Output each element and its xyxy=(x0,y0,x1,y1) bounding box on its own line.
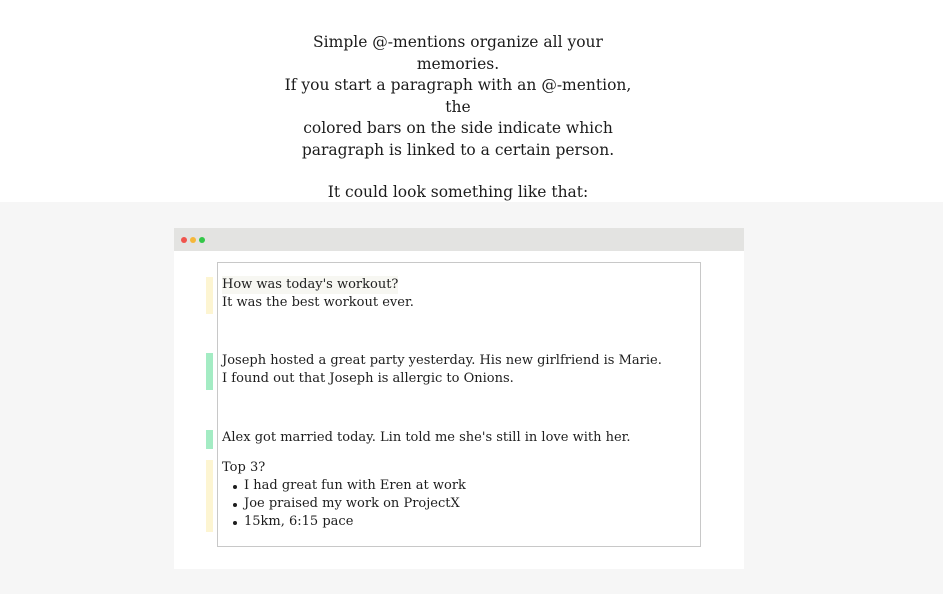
paragraph-line: Alex got married today. Lin told me she's still in love with her. xyxy=(222,430,631,445)
intro-line: If you start a paragraph with an @-mention, the xyxy=(284,76,632,116)
intro-subline: It could look something like that: xyxy=(327,182,589,201)
intro-line: paragraph is linked to a certain person. xyxy=(301,140,615,159)
intro-text xyxy=(271,32,645,161)
intro-line: colored bars on the side indicate which xyxy=(303,119,613,137)
intro-section xyxy=(0,0,943,202)
intro-line: Simple @-mentions organize all your xyxy=(313,33,603,51)
maximize-window-button[interactable] xyxy=(199,237,205,243)
list-item: 15km, 6:15 pace xyxy=(222,513,466,531)
paragraph-line: How was today's workout? xyxy=(222,277,399,292)
paragraph-line: Joseph hosted a great party yesterday. His new girlfriend is Marie. xyxy=(222,353,662,368)
paragraph-workout[interactable] xyxy=(222,276,414,312)
mention-bar xyxy=(206,277,213,314)
window-titlebar xyxy=(174,228,744,251)
demo-stage xyxy=(0,202,943,594)
paragraph-alex[interactable] xyxy=(222,429,631,447)
paragraph-joseph[interactable] xyxy=(222,352,662,388)
paragraph-line: I found out that Joseph is allergic to Onions. xyxy=(222,371,514,386)
intro-line: memories. xyxy=(416,54,500,73)
mention-bar xyxy=(206,430,213,449)
list-heading: Top 3? xyxy=(222,460,266,475)
paragraph-top3[interactable] xyxy=(222,459,466,531)
mention-bar xyxy=(206,460,213,532)
mention-bar xyxy=(206,353,213,390)
list-item: I had great fun with Eren at work xyxy=(222,477,466,495)
list-item: Joe praised my work on ProjectX xyxy=(222,495,466,513)
minimize-window-button[interactable] xyxy=(190,237,196,243)
paragraph-line: It was the best workout ever. xyxy=(222,295,414,310)
close-window-button[interactable] xyxy=(181,237,187,243)
bullet-list xyxy=(222,477,466,531)
